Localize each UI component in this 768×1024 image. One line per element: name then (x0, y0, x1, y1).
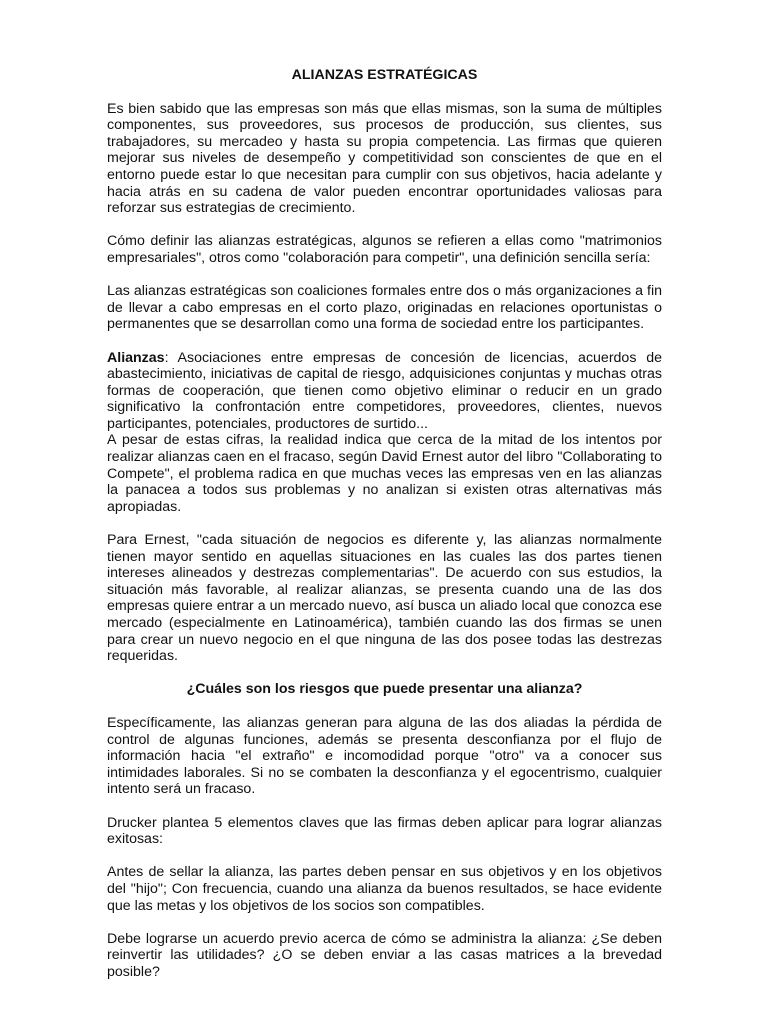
paragraph-drucker: Drucker plantea 5 elementos claves que las firmas deben aplicar para lograr alianzas exitosas: (107, 814, 662, 848)
paragraph-riesgos: Específicamente, las alianzas generan para alguna de las dos aliadas la pérdida de control de algunas funciones, además se presenta desconfianza por el flujo de información hacia "el extraño" e incomodidad porque "otro" va a conocer sus intimidades laborales. Si no se combaten la desconfianza y el egocentrismo, cualquier intento será un fracaso. (107, 714, 662, 798)
alianzas-description: : Asociaciones entre empresas de concesión de licencias, acuerdos de abastecimiento, iniciativas de capital de riesgo, adquisiciones conjuntas y muchas otras formas de cooperación, que tienen como objetivo eliminar o reducir en un grado significativo la confrontación entre competidores, proveedores, clientes, nuevos participantes, potenciales, productores de surtido... (107, 349, 662, 432)
paragraph-objetivos: Antes de sellar la alianza, las partes deben pensar en sus objetivos y en los objetivos del "hijo"; Con frecuencia, cuando una alianza da buenos resultados, se hace evidente que las metas y los objetivos de los socios son compatibles. (107, 864, 662, 914)
paragraph-fracaso: A pesar de estas cifras, la realidad indica que cerca de la mitad de los intentos por realizar alianzas caen en el fracaso, según David Ernest autor del libro "Collaborating to Compete", el problema radica en que muchas veces las empresas ven en las alianzas la panacea a todos sus problemas y no analizan si existen otras alternativas más apropiadas. (107, 432, 662, 515)
paragraph-intro: Es bien sabido que las empresas son más que ellas mismas, son la suma de múltiples componentes, sus proveedores, sus procesos de producción, sus clientes, sus trabajadores, su mercadeo y hasta su propia competencia. Las firmas que quieren mejorar sus niveles de desempeño y competitividad son conscientes de que en el entorno puede estar lo que necesitan para cumplir con sus objetivos, hacia adelante y hacia atrás en su cadena de valor pueden encontrar oportunidades valiosas para reforzar sus estrategias de crecimiento. (107, 100, 662, 217)
paragraph-acuerdo: Debe lograrse un acuerdo previo acerca de cómo se administra la alianza: ¿Se deben reinvertir las utilidades? ¿O se deben enviar a las casas matrices a la brevedad posible? (107, 930, 662, 980)
paragraph-definition-intro: Cómo definir las alianzas estratégicas, algunos se refieren a ellas como "matrimonios empresariales", otros como "colaboración para competir", una definición sencilla sería: (107, 233, 662, 266)
paragraph-alianzas (107, 350, 662, 433)
document-page (107, 67, 662, 980)
paragraph-definition: Las alianzas estratégicas son coaliciones formales entre dos o más organizaciones a fin de llevar a cabo empresas en el corto plazo, originadas en relaciones oportunistas o permanentes que se desarrollan como una forma de sociedad entre los participantes. (107, 283, 662, 333)
paragraph-ernest: Para Ernest, "cada situación de negocios es diferente y, las alianzas normalmente tienen mayor sentido en aquellas situaciones en las cuales las dos partes tienen intereses alineados y destrezas complementarias". De acuerdo con sus estudios, la situación más favorable, al realizar alianzas, se presenta cuando una de las dos empresas quiere entrar a un mercado nuevo, así busca un aliado local que conozca ese mercado (especialmente en Latinoamérica), también cuando las dos firmas se unen para crear un nuevo negocio en el que ninguna de las dos posee todas las destrezas requeridas. (107, 532, 662, 665)
document-title: ALIANZAS ESTRATÉGICAS (291, 67, 478, 83)
section-subtitle-riesgos: ¿Cuáles son los riesgos que puede presentar una alianza? (186, 681, 583, 698)
term-alianzas: Alianzas (107, 349, 165, 366)
